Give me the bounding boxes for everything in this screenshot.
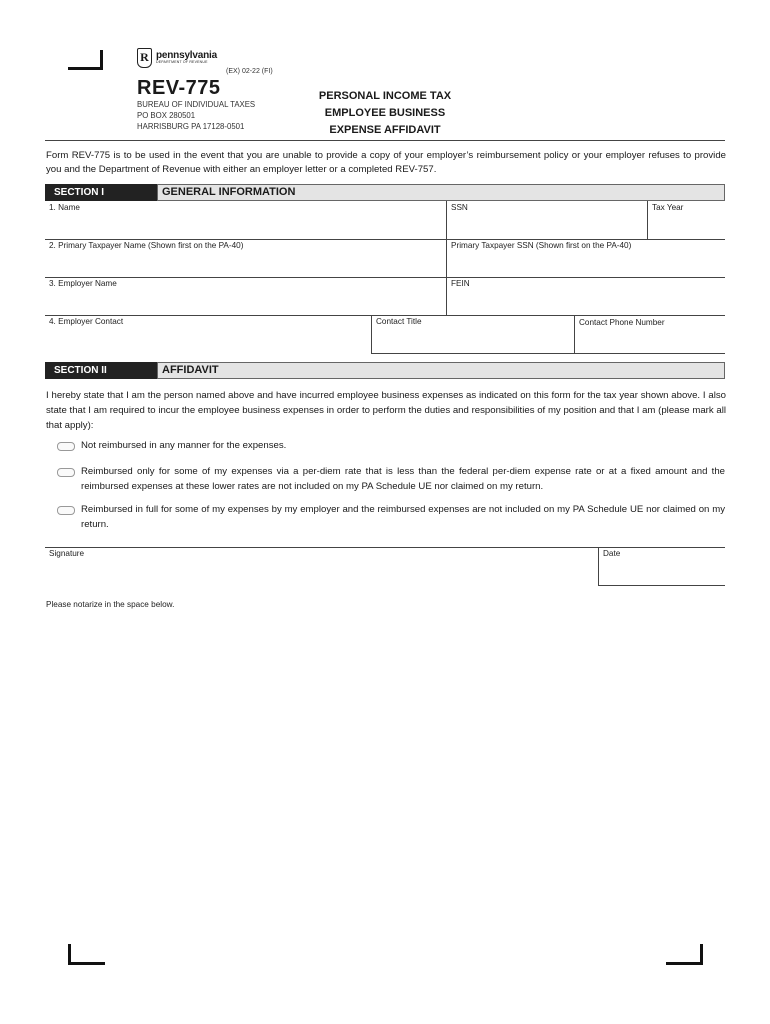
option-not-reimbursed xyxy=(57,438,725,453)
title-line: EXPENSE AFFIDAVIT xyxy=(329,124,441,136)
fein-field[interactable] xyxy=(447,277,725,315)
address-line: BUREAU OF INDIVIDUAL TAXES xyxy=(137,100,256,109)
section-1-header xyxy=(45,184,725,201)
address-line: PO BOX 280501 xyxy=(137,111,196,120)
notary-note: Please notarize in the space below. xyxy=(46,600,175,609)
section-2-header xyxy=(45,362,725,379)
title-line: PERSONAL INCOME TAX xyxy=(318,90,452,102)
divider xyxy=(446,201,447,239)
row-divider xyxy=(371,353,725,354)
contact-phone-label: Contact Phone Number xyxy=(579,318,665,327)
tax-year-field[interactable] xyxy=(648,201,725,239)
date-label: Date xyxy=(603,549,621,558)
address-line: HARRISBURG PA 17128-0501 xyxy=(137,122,245,131)
checkbox[interactable] xyxy=(57,442,75,451)
primary-taxpayer-name-field[interactable] xyxy=(45,239,446,277)
primary-taxpayer-name-label: 2. Primary Taxpayer Name (Shown first on the PA-40) xyxy=(49,241,244,250)
ssn-label: SSN xyxy=(451,203,468,212)
date-bottom-rule xyxy=(598,585,725,586)
employer-contact-field[interactable] xyxy=(45,315,371,353)
contact-title-label: Contact Title xyxy=(376,317,422,326)
primary-taxpayer-ssn-field[interactable] xyxy=(447,239,725,277)
title-line: EMPLOYEE BUSINESS xyxy=(324,107,446,119)
option-label: Reimbursed in full for some of my expenses by my employer and the reimbursed expenses are not included on my PA Schedule UE nor claimed on my return. xyxy=(81,504,725,530)
affidavit-statement: I hereby state that I am the person named above and have incurred employee business expenses as indicated on this form for the tax year shown above. I also state that I am required to incur the employee business expenses in order to perform the duties and responsibilities of my position and that I am (please mark all that apply): xyxy=(46,390,726,431)
section-2-title: AFFIDAVIT xyxy=(157,362,725,379)
option-label: Not reimbursed in any manner for the expenses. xyxy=(81,440,287,451)
contact-title-field[interactable] xyxy=(372,315,574,353)
bureau-address xyxy=(137,99,255,132)
divider xyxy=(446,277,447,315)
keystone-icon: R xyxy=(137,48,152,68)
divider xyxy=(647,201,648,239)
intro-paragraph: Form REV-775 is to be used in the event that you are unable to provide a copy of your employer’s reimbursement policy or your employer refuses to provide you and the Department of Revenue with either an employer letter or a completed REV-757. xyxy=(46,150,726,175)
option-partially-reimbursed xyxy=(57,464,725,494)
crop-mark-top xyxy=(68,50,103,70)
tax-year-label: Tax Year xyxy=(652,203,684,212)
logo-name: pennsylvania xyxy=(156,50,217,62)
option-fully-reimbursed xyxy=(57,502,725,532)
divider xyxy=(598,547,599,585)
form-revision-code: (EX) 02-22 (FI) xyxy=(226,68,273,75)
ssn-field[interactable] xyxy=(447,201,647,239)
fein-label: FEIN xyxy=(451,279,470,288)
signature-field[interactable] xyxy=(45,547,598,585)
crop-mark-bottom-right xyxy=(666,944,703,965)
employer-contact-label: 4. Employer Contact xyxy=(49,317,124,326)
name-field[interactable] xyxy=(45,201,446,239)
divider xyxy=(371,315,372,354)
checkbox[interactable] xyxy=(57,506,75,515)
pa-revenue-logo xyxy=(137,48,217,68)
section-1-title: GENERAL INFORMATION xyxy=(157,184,725,201)
checkbox[interactable] xyxy=(57,468,75,477)
form-number: REV-775 xyxy=(137,77,221,99)
option-label: Reimbursed only for some of my expenses via a per-diem rate that is less than the federal per-diem expense rate or at a fixed amount and the reimbursed expenses at these lower rates are not included on my PA Schedule UE nor claimed on my return. xyxy=(81,466,725,492)
name-label: 1. Name xyxy=(49,203,80,212)
crop-mark-bottom-left xyxy=(68,944,105,965)
primary-taxpayer-ssn-label: Primary Taxpayer SSN (Shown first on the PA-40) xyxy=(451,241,632,250)
section-2-label: SECTION II xyxy=(45,362,157,379)
form-title xyxy=(300,88,470,139)
divider xyxy=(446,239,447,277)
employer-name-label: 3. Employer Name xyxy=(49,279,117,288)
divider xyxy=(574,315,575,354)
date-field[interactable] xyxy=(599,547,725,585)
section-1-label: SECTION I xyxy=(45,184,157,201)
employer-name-field[interactable] xyxy=(45,277,446,315)
signature-label: Signature xyxy=(49,549,85,558)
contact-phone-field[interactable] xyxy=(575,316,725,353)
header-divider xyxy=(45,140,725,141)
logo-subtitle: DEPARTMENT OF REVENUE xyxy=(156,60,208,65)
